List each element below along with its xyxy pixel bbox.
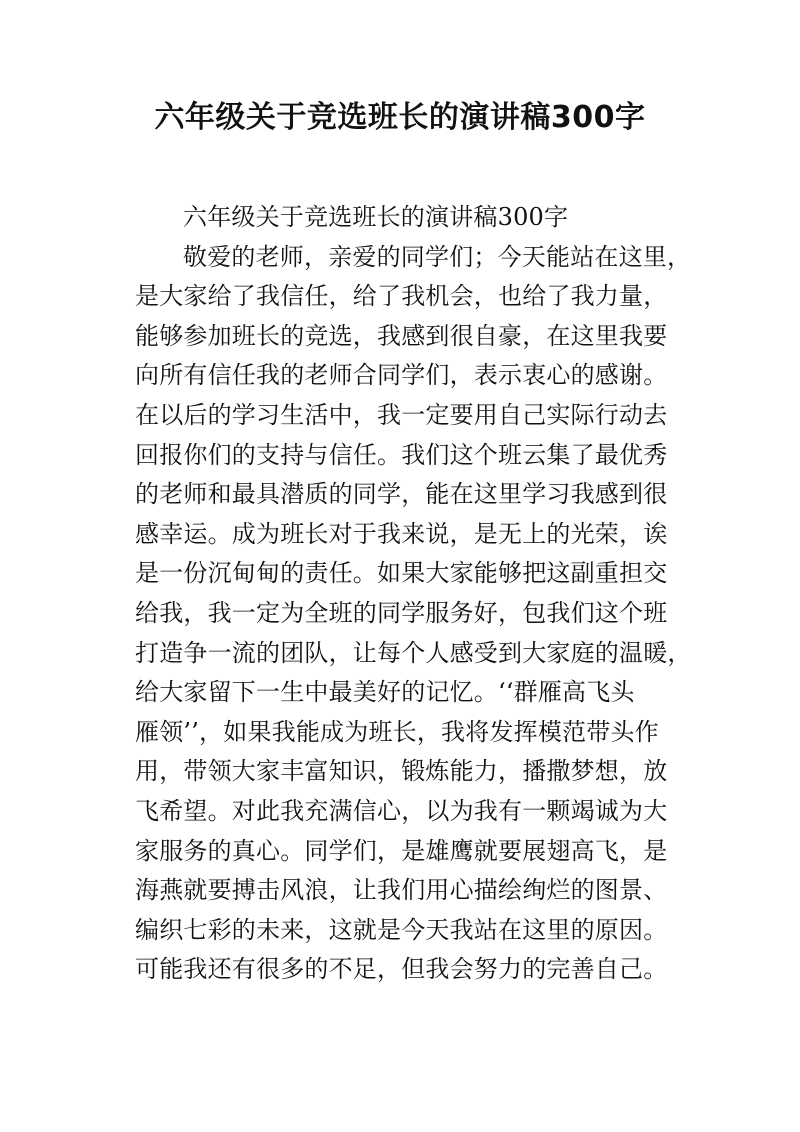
body-line: 打造争一流的团队，让每个人感受到大家庭的温暖，	[135, 638, 692, 667]
body-line: 编织七彩的未来，这就是今天我站在这里的原因。	[135, 915, 668, 944]
body-line: 敬爱的老师，亲爱的同学们；今天能站在这里，	[183, 242, 692, 271]
body-line: 能够参加班长的竞选，我感到很自豪，在这里我要	[135, 321, 668, 350]
body-line: 用，带领大家丰富知识，锻炼能力，播撒梦想，放	[135, 757, 668, 786]
body-line: 向所有信任我的老师合同学们，表示衷心的感谢。	[135, 361, 668, 390]
document-body	[135, 198, 692, 990]
body-line: 家服务的真心。同学们，是雄鹰就要展翅高飞，是	[135, 836, 668, 865]
body-line: 海燕就要搏击风浪，让我们用心描绘绚烂的图景、	[135, 876, 668, 905]
body-line: 可能我还有很多的不足，但我会努力的完善自己。	[135, 955, 668, 984]
body-line: 在以后的学习生活中，我一定要用自己实际行动去	[135, 400, 668, 429]
body-line: 感幸运。成为班长对于我来说，是无上的光荣，诶	[135, 519, 668, 548]
document-title: 六年级关于竞选班长的演讲稿300字	[154, 100, 646, 135]
body-line: 是大家给了我信任，给了我机会，也给了我力量，	[135, 282, 668, 311]
body-line: 回报你们的支持与信任。我们这个班云集了最优秀	[135, 440, 668, 469]
body-line: 是一份沉甸甸的责任。如果大家能够把这副重担交	[135, 559, 668, 588]
body-line: 给大家留下一生中最美好的记忆。‘‘群雁高飞头	[135, 678, 635, 707]
body-line: 给我，我一定为全班的同学服务好，包我们这个班	[135, 598, 668, 627]
body-line: 雁领’’，如果我能成为班长，我将发挥模范带头作	[135, 717, 659, 746]
body-heading-line: 六年级关于竞选班长的演讲稿300字	[183, 203, 569, 231]
body-line: 飞希望。对此我充满信心，以为我有一颗竭诚为大	[135, 796, 668, 825]
body-line: 的老师和最具潜质的同学，能在这里学习我感到很	[135, 480, 668, 509]
